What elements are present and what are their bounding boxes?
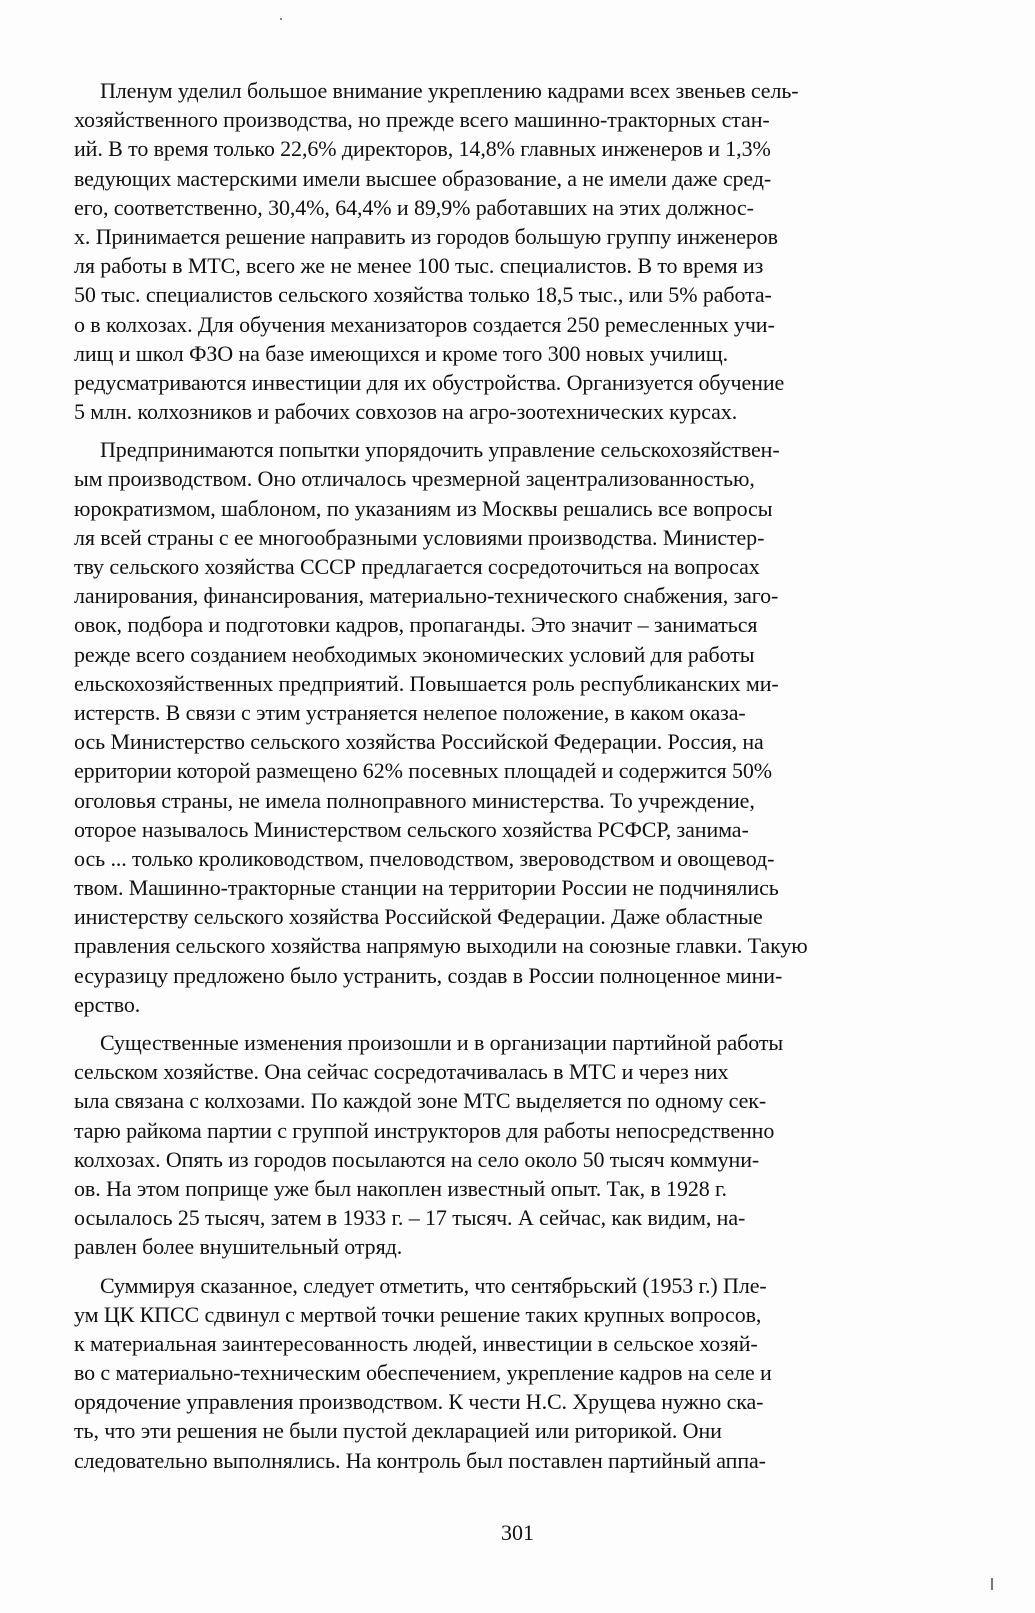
text-line: ля работы в МТС, всего же не менее 100 тыс. специалистов. В то время из (74, 253, 764, 279)
text-line: ть, что эти решения не были пустой декларацией или риторикой. Они (74, 1418, 722, 1444)
page-number: 301 (501, 1520, 534, 1545)
text-line: орядочение управления производством. К чести Н.С. Хрущева нужно ска- (74, 1389, 764, 1415)
text-line: во с материально-техническим обеспечением, укрепление кадров на селе и (74, 1360, 772, 1386)
text-line: ось ... только кролиководством, пчеловодством, звероводством и овощевод- (74, 845, 775, 871)
text-line: ий. В то время только 22,6% директоров, 14,8% главных инженеров и 1,3% (74, 136, 771, 162)
text-line: редусматриваются инвестиции для их обустройства. Организуется обучение (74, 369, 785, 395)
text-line: колхозах. Опять из городов посылаются на село около 50 тысяч коммуни- (74, 1146, 760, 1172)
text-line: Пленум уделил большое внимание укреплению кадрами всех звеньев сель- (100, 78, 799, 103)
text-line: Существенные изменения произошли и в организации партийной работы (100, 1030, 784, 1055)
text-line: лищ и школ ФЗО на базе имеющихся и кроме того 300 новых училищ. (74, 340, 728, 366)
body-text (74, 76, 974, 1475)
text-line: ерритории которой размещено 62% посевных площадей и содержится 50% (74, 758, 773, 784)
text-line: тарю райкома партии с группой инструкторов для работы непосредственно (74, 1117, 775, 1143)
paragraph-gap (74, 426, 974, 435)
scan-speck (280, 18, 282, 20)
text-line: 5 млн. колхозников и рабочих совхозов на агро-зоотехнических курсах. (74, 399, 738, 425)
text-line: следовательно выполнялись. На контроль был поставлен партийный аппа- (74, 1447, 766, 1473)
text-line: ведующих мастерскими имели высшее образование, а не имели даже сред- (74, 165, 772, 191)
paragraph-gap (74, 1262, 974, 1271)
text-line: к материальная заинтересованность людей, инвестиции в сельское хозяй- (74, 1330, 758, 1356)
paragraph (74, 435, 974, 1019)
text-line: есуразицу предложено было устранить, создав в России полноценное мини- (74, 962, 783, 988)
text-line: сельском хозяйстве. Она сейчас сосредотачивалась в МТС и через них (74, 1059, 729, 1085)
text-line: ыла связана с колхозами. По каждой зоне МТС выделяется по одному сек- (74, 1088, 767, 1114)
text-line: ельскохозяйственных предприятий. Повышается роль республиканских ми- (74, 670, 779, 696)
text-line: твом. Машинно-тракторные станции на территории России не подчинялись (74, 875, 779, 901)
paragraph (74, 1271, 974, 1475)
text-line: равлен более внушительный отряд. (74, 1234, 403, 1260)
text-line: тву сельского хозяйства СССР предлагается сосредоточиться на вопросах (74, 554, 760, 579)
text-line: ов. На этом поприще уже был накоплен известный опыт. Так, в 1928 г. (74, 1175, 727, 1201)
text-line: его, соответственно, 30,4%, 64,4% и 89,9% работавших на этих должнос- (74, 194, 754, 220)
text-line: ланирования, финансирования, материально-технического снабжения, заго- (74, 583, 779, 609)
paragraph (74, 76, 974, 426)
text-line: ерство. (74, 991, 141, 1017)
paragraph-gap (74, 1019, 974, 1028)
text-line: истерств. В связи с этим устраняется нелепое положение, в каком оказа- (74, 699, 746, 725)
text-line: х. Принимается решение направить из городов большую группу инженеров (74, 223, 778, 249)
text-line: о в колхозах. Для обучения механизаторов создается 250 ремесленных учи- (74, 311, 775, 337)
text-line: 50 тыс. специалистов сельского хозяйства только 18,5 тыс., или 5% работа- (74, 282, 772, 308)
text-line: юрократизмом, шаблоном, по указаниям из Москвы решались все вопросы (74, 495, 773, 521)
text-line: правления сельского хозяйства напрямую выходили на союзные главки. Такую (74, 933, 808, 959)
text-line: Суммируя сказанное, следует отметить, что сентябрьский (1953 г.) Пле- (100, 1272, 767, 1298)
text-line: осылалось 25 тысяч, затем в 1933 г. – 17 тысяч. А сейчас, как видим, на- (74, 1205, 746, 1231)
text-line: Предпринимаются попытки упорядочить управление сельскохозяйствен- (100, 437, 780, 463)
paragraph (74, 1028, 974, 1262)
text-line: ля всей страны с ее многообразными условиями производства. Министер- (74, 524, 765, 550)
text-line: овок, подбора и подготовки кадров, пропаганды. Это значит – заниматься (74, 612, 758, 638)
text-line: инистерству сельского хозяйства Российской Федерации. Даже областные (74, 904, 763, 930)
text-line: режде всего созданием необходимых экономических условий для работы (74, 641, 755, 667)
text-line: оголовья страны, не имела полноправного министерства. То учреждение, (74, 787, 755, 813)
text-line: оторое называлось Министерством сельского хозяйства РСФСР, занима- (74, 816, 749, 842)
scan-mark (991, 1578, 993, 1590)
text-line: ось Министерство сельского хозяйства Российской Федерации. Россия, на (74, 729, 764, 755)
text-line: ым производством. Оно отличалось чрезмерной зацентрализованностью, (74, 466, 755, 492)
text-line: хозяйственного производства, но прежде всего машинно-тракторных стан- (74, 107, 770, 133)
text-line: ум ЦК КПСС сдвинул с мертвой точки решение таких крупных вопросов, (74, 1301, 762, 1327)
